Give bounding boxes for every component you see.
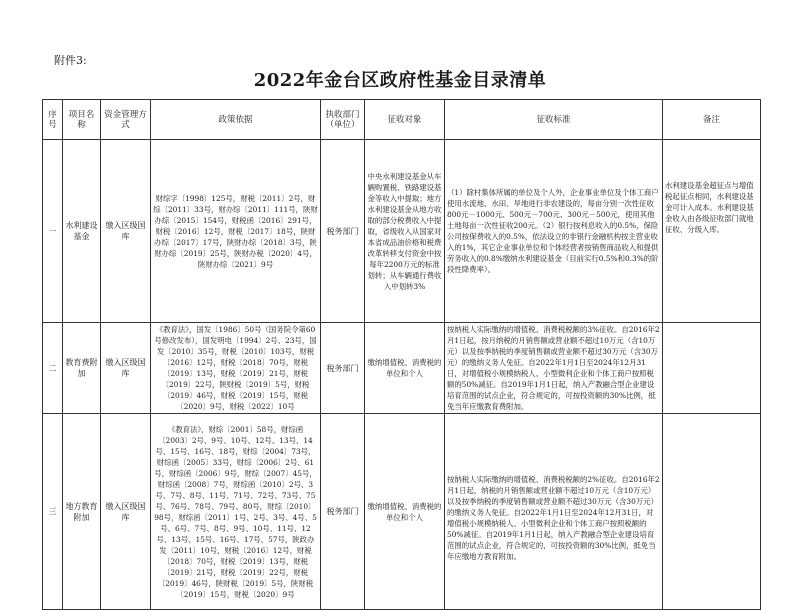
table-header-row <box>43 100 761 140</box>
row-name: 水利建设基金 <box>63 140 101 323</box>
row-dept: 税务部门 <box>321 323 365 414</box>
row-manage: 缴入区级国库 <box>101 140 151 323</box>
header-note: 备注 <box>663 100 761 140</box>
row-standard: （1）除村集体所属的单位及个人外，企业事业单位及个体工商户使用水流地、水田、旱地进行非农建设的，每亩分别一次性征收800元－1000元、500元－700元、300元－500元，使用其他土地每亩一次性征收200元。（2）银行按利息收入的0.5%，保险公司按保费收入的0.5%，依法设立的非银行金融机构按主营业收入的1%，其它企业事业单位和个体经营者按销售商品收入和提供劳务收入的0.8%缴纳水利建设基金（目前实行0.5%和0.3%的阶段性降费率）。 <box>445 140 663 323</box>
header-dept: 执收部门（单位） <box>321 100 365 140</box>
header-name: 项目名称 <box>63 100 101 140</box>
table-row <box>43 414 761 610</box>
header-basis: 政策依据 <box>151 100 321 140</box>
row-object: 缴纳增值税、消费税的单位和个人 <box>365 414 445 610</box>
row-manage: 缴入区级国库 <box>101 414 151 610</box>
row-note <box>663 414 761 610</box>
row-name: 教育费附加 <box>63 323 101 414</box>
fund-catalog-table <box>42 99 761 610</box>
row-manage: 缴入区级国库 <box>101 323 151 414</box>
row-basis: 财综字〔1998〕125号，财税〔2011〕2号，财综〔2011〕33号，财办综〔2011〕111号，陕财办综〔2015〕154号，财税函〔2016〕291号，财税〔2016〕12号，财税〔2017〕18号，陕财办综〔2017〕17号，陕财办综〔2018〕3号，陕财办综〔2019〕25号，陕财办税〔2020〕4号，陕财办综〔2021〕9号 <box>151 140 321 323</box>
row-object: 中央水利建设基金从车辆购置税、铁路建设基金等收入中提取；地方水利建设基金从地方收取的部分税费收入中提取，省级收入从国家对本省成品油价格和税费改革转移支付资金中按每年2200万元的标准划转；从车辆通行费收入中划转3% <box>365 140 445 323</box>
row-dept: 税务部门 <box>321 414 365 610</box>
row-standard: 按纳税人实际缴纳的增值税、消费税税额的3%征收。自2016年2月1日起，按月纳税的月销售额或营业额不超过10万元（含10万元）以及按季纳税的季度销售额或营业额不超过30万元（含30万元）的缴纳义务人免征。自2022年1月1日至2024年12月31日，对增值税小规模纳税人、小型微利企业和个体工商户按照税额的50%减征。自2019年1月1日起，纳入产教融合型企业建设培育范围的试点企业，符合规定的，可按投资额的30%比例，抵免当年应缴教育费附加。 <box>445 323 663 414</box>
row-object: 缴纳增值税、消费税的单位和个人 <box>365 323 445 414</box>
table-row <box>43 140 761 323</box>
row-note: 水利建设基金超征点与增值税起征点相同，水利建设基金可计入成本。水利建设基金收入由各级征收部门就地征收、分级入库。 <box>663 140 761 323</box>
table-row <box>43 323 761 414</box>
row-name: 地方教育附加 <box>63 414 101 610</box>
header-object: 征收对象 <box>365 100 445 140</box>
row-standard: 按纳税人实际缴纳的增值税、消费税税额的2%征收。自2016年2月1日起，纳税的月销售额或营业额不超过10万元（含10万元）以及按季纳税的季度销售额或营业额不超过30万元（含30万元）的缴纳义务人免征。自2022年1月1日至2024年12月31日，对增值税小规模纳税人、小型微利企业和个体工商户按照税额的50%减征。自2019年1月1日起，纳入产教融合型企业建设培育范围的试点企业，符合规定的，可按投资额的30%比例，抵免当年应缴地方教育附加。 <box>445 414 663 610</box>
header-standard: 征收标准 <box>445 100 663 140</box>
header-manage: 资金管理方式 <box>101 100 151 140</box>
row-seq: 一 <box>43 140 63 323</box>
header-seq: 序号 <box>43 100 63 140</box>
row-dept: 税务部门 <box>321 140 365 323</box>
row-note <box>663 323 761 414</box>
row-basis: 《教育法》，国发〔1986〕50号（国务院令第60号修改发布），国发明电〔1994〕2号、23号，国发〔2010〕35号，财税〔2010〕103号，财税〔2016〕12号，财税〔2018〕70号，财税〔2019〕13号，财税〔2019〕21号，财税〔2019〕22号，陕财税〔2019〕5号，财税〔2019〕46号，财税〔2019〕15号，财税〔2020〕9号，财税〔2022〕10号 <box>151 323 321 414</box>
document-title: 2022年金台区政府性基金目录清单 <box>253 70 547 91</box>
row-basis: 《教育法》，财综〔2001〕58号，财综函〔2003〕2号、9号、10号、12号、13号、14号、15号、16号、18号，财综〔2004〕73号，财综函〔2005〕33号，财综〔2006〕2号、61号，财综函〔2006〕9号，财综〔2007〕45号，财综函〔2008〕7号，财综函〔2010〕2号、3号、7号、8号、11号、71号、72号、73号、75号、76号、78号、79号、80号，财综〔2010〕98号，财综函〔2011〕1号、2号、3号、4号、5号、6号、7号、8号、9号、10号、11号、12号、13号、15号、16号、17号、57号，陕政办发〔2011〕10号，财税〔2016〕12号，财税〔2018〕70号，财税〔2019〕13号，财税〔2019〕21号，财税〔2019〕22号，财税〔2019〕46号，陕财税〔2019〕5号，陕财税〔2019〕15号，财税〔2020〕9号 <box>151 414 321 610</box>
row-seq: 二 <box>43 323 63 414</box>
row-seq: 三 <box>43 414 63 610</box>
attachment-label: 附件3: <box>54 54 87 67</box>
